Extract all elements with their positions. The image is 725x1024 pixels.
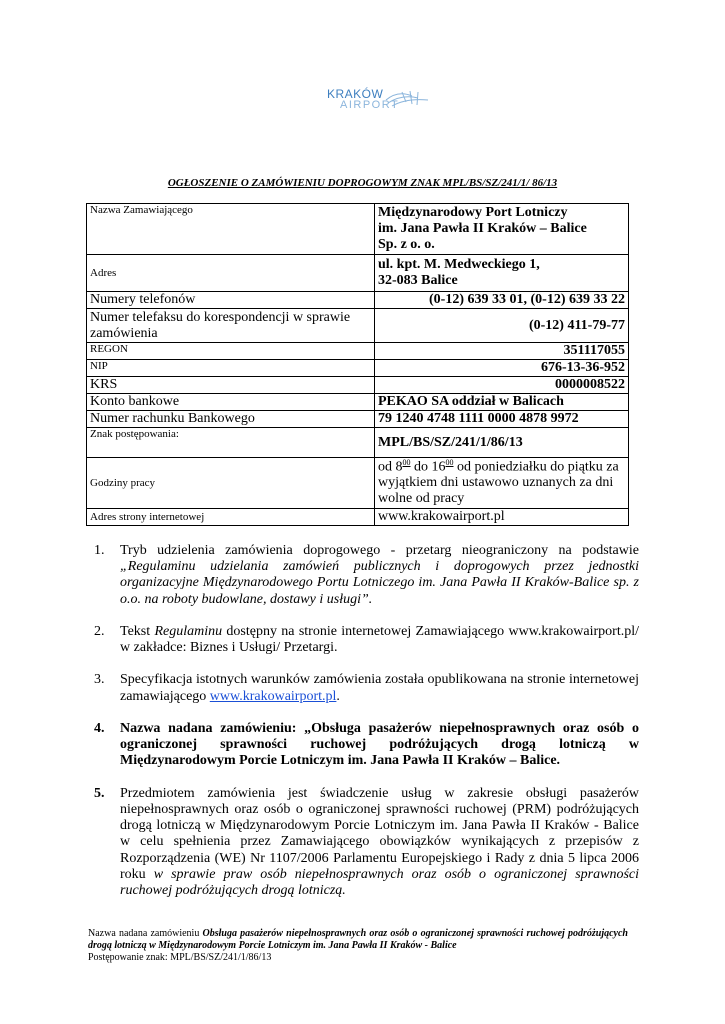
table-row (87, 377, 629, 394)
list-number: 4. (94, 720, 105, 736)
footer-line-1 (88, 928, 628, 952)
list-number: 1. (94, 543, 105, 558)
table-row (87, 394, 629, 411)
table-row (87, 255, 629, 292)
znak-label: Znak postępowania: (87, 428, 375, 458)
adres-line-2: 32-083 Balice (378, 273, 458, 288)
godziny-od: od 8 (378, 459, 403, 475)
zamawiajacy-line-1: Międzynarodowy Port Lotniczy (378, 205, 568, 221)
table-row (87, 509, 629, 526)
godziny-rest: od poniedziałku do piątku za wyjątkiem dni ustawowo uznanych za dni wolne od pracy (378, 459, 619, 507)
footer-label: Nazwa nadana zamówieniu (88, 928, 203, 939)
table-row (87, 360, 629, 377)
zamawiajacy-line-3: Sp. z o. o. (378, 236, 435, 252)
zamawiajacy-line-2: im. Jana Pawła II Kraków – Balice (378, 221, 587, 237)
www-label: Adres strony internetowej (87, 509, 375, 526)
telefony-value: (0-12) 639 33 01, (0-12) 639 33 22 (375, 292, 629, 309)
zamawiajacy-value (375, 204, 629, 255)
adres-value (375, 255, 629, 292)
footer-line-2: Postępowanie znak: MPL/BS/SZ/241/1/86/13 (88, 952, 272, 963)
item-3-end: . (336, 688, 340, 704)
zamawiajacy-label: Nazwa Zamawiającego (87, 204, 375, 255)
krs-label: KRS (87, 377, 375, 394)
adres-label: Adres (87, 255, 375, 292)
list-number: 3. (94, 672, 105, 688)
nip-value: 676-13-36-952 (375, 360, 629, 377)
rachunek-label: Numer rachunku Bankowego (87, 411, 375, 428)
godziny-value (375, 458, 629, 509)
telefony-label: Numery telefonów (87, 292, 375, 309)
table-row (87, 428, 629, 458)
page-footer (88, 928, 628, 964)
logo-line-2: AIRPORT (340, 99, 400, 111)
item-2-text-b: dostępny na stronie internetowej Zamawiającego www.krakowairport.pl/ w zakładce: Biznes i Usługi/ Przetargi. (120, 623, 639, 656)
logo-swoosh-icon (384, 86, 432, 112)
bank-value: PEKAO SA oddział w Balicach (375, 394, 629, 411)
page-heading: OGŁOSZENIE O ZAMÓWIENIU DOPROGOWYM ZNAK MPL/BS/SZ/241/1/ 86/13 (167, 177, 558, 189)
rachunek-value: 79 1240 4748 1111 0000 4878 9972 (375, 411, 629, 428)
table-row (87, 204, 629, 255)
item-5-italic: w sprawie praw osób niepełnosprawnych oraz osób o ograniczonej sprawności ruchowej podróżujących drogą lotniczą. (120, 866, 639, 898)
list-item (94, 672, 639, 704)
footer-name: Obsługa pasażerów niepełnosprawnych oraz osób o ograniczonej sprawności ruchowej podróżujących drogą lotniczą w Międzynarodowym Porcie Lotniczym im. Jana Pawła II Kraków - Balice (88, 928, 628, 951)
item-5-text: Przedmiotem zamówienia jest świadczenie usług w zakresie obsługi pasażerów niepełnosprawnych oraz osób o ograniczonej sprawności ruchowej (PRM) podróżujących drogą lotniczą w Międzynarodowym Porcie Lotniczym im. Jana Pawła II Kraków - Balice w celu spełnienia przez Zamawiającego obowiązków wynikających z przepisów z Rozporządzenia (WE) Nr 1107/2006 Parlamentu Europejskiego i Rady z dnia 5 lipca 2006 roku (120, 785, 639, 882)
table-row (87, 309, 629, 343)
godziny-sup-1: 00 (402, 458, 411, 468)
item-1-text: Tryb udzielenia zamówienia doprogowego - przetarg nieograniczony na podstawie (120, 543, 639, 558)
list-item (94, 721, 639, 770)
www-value: www.krakowairport.pl (375, 509, 629, 526)
item-2-text-a: Tekst (120, 623, 155, 639)
znak-value: MPL/BS/SZ/241/1/86/13 (375, 428, 629, 458)
table-row (87, 458, 629, 509)
table-row (87, 292, 629, 309)
regon-value: 351117055 (375, 343, 629, 360)
godziny-do: do 16 (410, 459, 446, 475)
list-item (94, 624, 639, 656)
nip-label: NIP (87, 360, 375, 377)
adres-line-1: ul. kpt. M. Medweckiego 1, (378, 257, 540, 273)
krs-value: 0000008522 (375, 377, 629, 394)
item-3-text: Specyfikacja istotnych warunków zamówienia została opublikowana na stronie internetowej zamawiającego (120, 672, 639, 704)
list-item (94, 786, 639, 900)
item-4-text: Nazwa nadana zamówieniu: „Obsługa pasażerów niepełnosprawnych oraz osób o ograniczonej sprawności ruchowej podróżujących drogą lotniczą w Międzynarodowym Porcie Lotniczym im. Jana Pawła II Kraków – Balice. (120, 720, 639, 769)
logo-line-1: KRAKÓW (327, 87, 384, 101)
list-number: 5. (94, 785, 105, 801)
item-1-italic: „Regulaminu udzielania zamówień publicznych i doprogowych przez jednostki organizacyjne Międzynarodowego Portu Lotniczego im. Jana Pawła II Kraków-Balice sp. z o.o. na roboty budowlane, dostawy i usługi”. (120, 559, 639, 607)
contact-info-table (86, 203, 629, 526)
table-row (87, 411, 629, 428)
telefaks-value: (0-12) 411-79-77 (375, 309, 629, 343)
item-2-italic: Regulaminu (154, 623, 223, 639)
telefaks-label: Numer telefaksu do korespondencji w sprawie zamówienia (87, 309, 375, 343)
table-row (87, 343, 629, 360)
list-number: 2. (94, 623, 105, 639)
list-item (94, 543, 639, 608)
godziny-sup-2: 00 (445, 458, 454, 468)
numbered-list (94, 543, 639, 915)
godziny-label: Godziny pracy (87, 458, 375, 509)
bank-label: Konto bankowe (87, 394, 375, 411)
krakow-airport-logo (322, 82, 432, 118)
website-link[interactable]: www.krakowairport.pl (209, 688, 337, 704)
regon-label: REGON (87, 343, 375, 360)
